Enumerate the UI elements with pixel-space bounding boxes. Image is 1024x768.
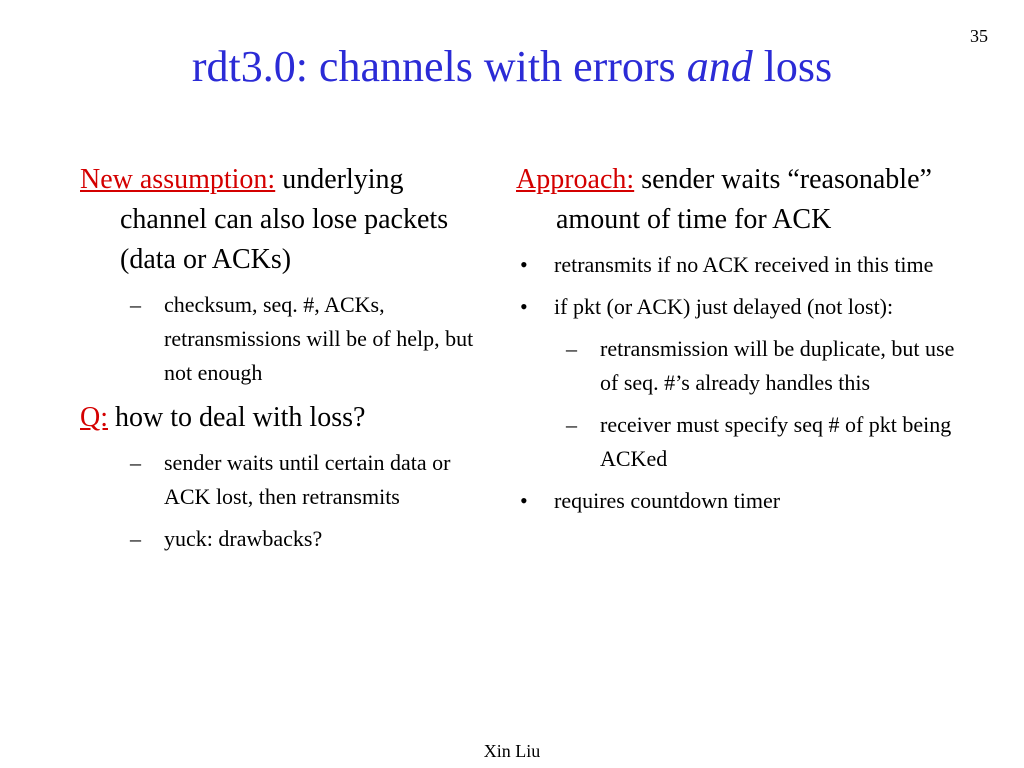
title-part-1: rdt3.0: channels with errors bbox=[191, 42, 687, 91]
dash-marker: – bbox=[566, 336, 577, 361]
left-point-assumption bbox=[80, 160, 490, 280]
footer-author: Xin Liu bbox=[483, 741, 541, 761]
right-sub-item-text: receiver must specify seq # of pkt being ACKed bbox=[600, 412, 952, 471]
right-sub-item-text: retransmission will be duplicate, but use of seq. #’s already handles this bbox=[600, 336, 955, 395]
right-bullet-text: requires countdown timer bbox=[554, 488, 781, 513]
right-point-approach bbox=[516, 160, 956, 240]
left-column bbox=[80, 160, 490, 564]
bullet-marker: • bbox=[520, 252, 528, 277]
right-bullet-text: retransmits if no ACK received in this time bbox=[554, 252, 934, 277]
title-part-2: loss bbox=[752, 42, 833, 91]
left-sub-item bbox=[80, 288, 490, 390]
title-emphasis: and bbox=[686, 42, 753, 91]
left-sub-item bbox=[80, 446, 490, 514]
dash-marker: – bbox=[566, 412, 577, 437]
left-point-question bbox=[80, 398, 490, 438]
assumption-text: underlying channel can also lose packets (data or ACKs) bbox=[120, 164, 449, 275]
right-bullet-item bbox=[516, 484, 956, 518]
left-sub-item-text: sender waits until certain data or ACK lost, then retransmits bbox=[164, 450, 451, 509]
approach-label: Approach: bbox=[516, 164, 635, 195]
left-sub-item-text: yuck: drawbacks? bbox=[164, 526, 323, 551]
dash-marker: – bbox=[130, 450, 141, 475]
assumption-label: New assumption: bbox=[80, 164, 276, 195]
right-bullet-item bbox=[516, 290, 956, 324]
right-bullet-item bbox=[516, 248, 956, 282]
right-column bbox=[516, 160, 956, 526]
bullet-marker: • bbox=[520, 488, 528, 513]
left-sub-item-text: checksum, seq. #, ACKs, retransmissions will be of help, but not enough bbox=[164, 292, 474, 385]
dash-marker: – bbox=[130, 526, 141, 551]
right-sub-item bbox=[516, 408, 956, 476]
left-sub-item bbox=[80, 522, 490, 556]
slide-number: 35 bbox=[970, 26, 988, 46]
dash-marker: – bbox=[130, 292, 141, 317]
question-text: how to deal with loss? bbox=[108, 402, 366, 433]
slide-title bbox=[0, 40, 1024, 94]
approach-text: sender waits “reasonable” amount of time for ACK bbox=[556, 164, 932, 235]
right-sub-item bbox=[516, 332, 956, 400]
bullet-marker: • bbox=[520, 294, 528, 319]
right-bullet-text: if pkt (or ACK) just delayed (not lost): bbox=[554, 294, 894, 319]
question-label: Q: bbox=[80, 402, 108, 433]
